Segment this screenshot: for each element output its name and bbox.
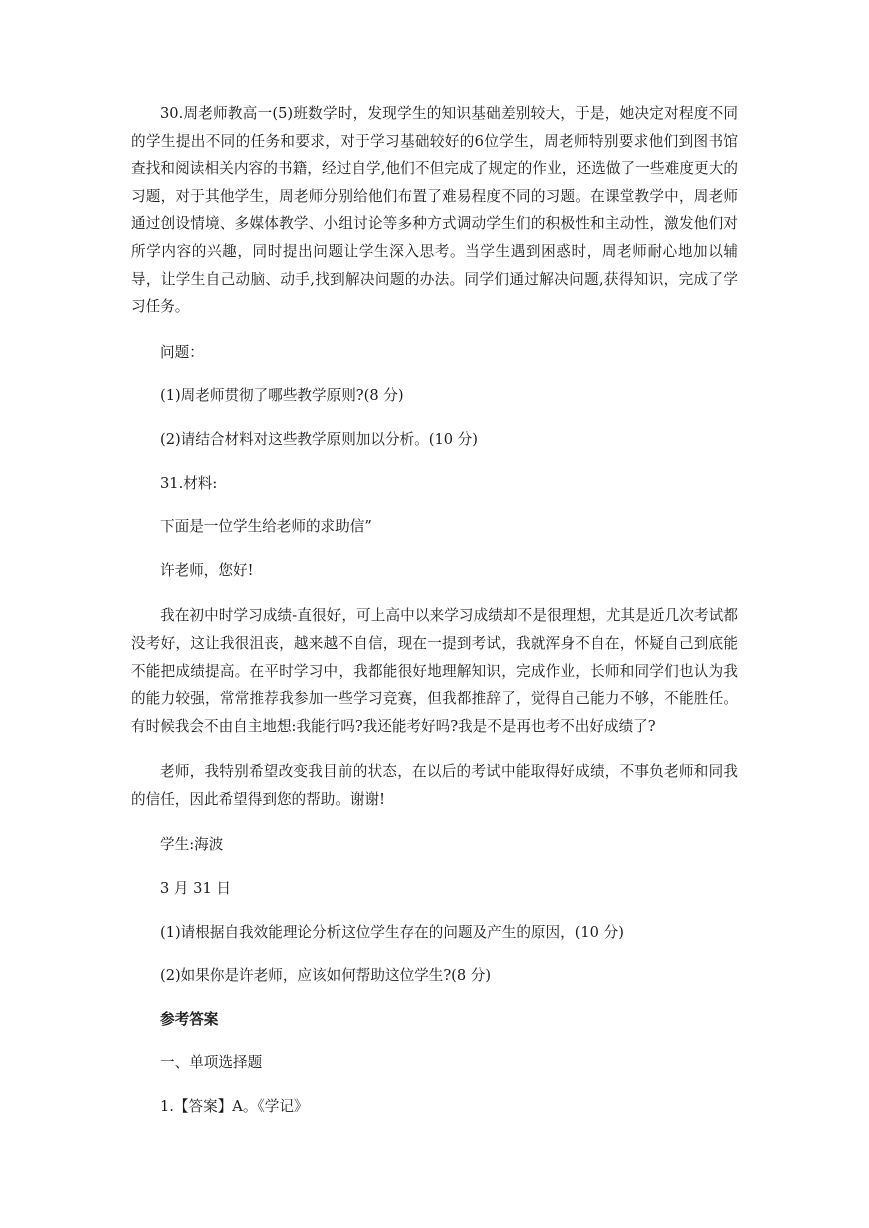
question-31-sub1: (1)请根据自我效能理论分析这位学生存在的问题及产生的原因，(10 分) [160, 923, 624, 941]
answer-item-1: 1.【答案】A。《学记》 [160, 1098, 309, 1116]
answers-heading: 参考答案 [160, 1010, 219, 1028]
letter-date: 3 月 31 日 [160, 880, 231, 898]
question-30-label: 问题： [160, 343, 204, 361]
letter-paragraph-2: 老师，我特别希望改变我目前的状态，在以后的考试中能取得好成绩，不事负老师和同我的信任，因此希望得到您的帮助。谢谢! [131, 763, 738, 808]
question-31-sub2: (2)如果你是许老师，应该如何帮助这位学生?(8 分) [160, 967, 492, 985]
question-30-sub1: (1)周老师贯彻了哪些教学原则?(8 分) [160, 387, 404, 405]
question-30-sub2: (2)请结合材料对这些教学原则加以分析。(10 分) [160, 430, 478, 448]
document-content [131, 100, 738, 1121]
letter-greeting: 许老师，您好! [160, 561, 254, 579]
answers-section-title: 一、单项选择题 [160, 1054, 263, 1072]
letter-paragraph-1: 我在初中时学习成绩-直很好，可上高中以来学习成绩却不是很理想，尤其是近几次考试都没考好，这让我很沮丧，越来越不自信，现在一提到考试，我就浑身不自在，怀疑自己到底能不能把成绩提高。在平时学习中，我都能很好地理解知识，完成作业，长师和同学们也认为我的能力较强，常常推荐我参加一些学习竞赛，但我都推辞了，觉得自己能力不够，不能胜任。有时候我会不由自主地想:我能行吗?我还能考好吗?我是不是再也考不出好成绩了? [131, 607, 738, 735]
question-31-intro: 下面是一位学生给老师的求助信” [160, 518, 372, 536]
letter-signature: 学生:海波 [160, 836, 224, 854]
question-31-title: 31.材料: [160, 474, 218, 492]
question-30-body: 30.周老师教高一(5)班数学时，发现学生的知识基础差别较大，于是，她决定对程度不同的学生提出不同的任务和要求，对于学习基础较好的6位学生，周老师特别要求他们到图书馆查找和阅读相关内容的书籍，经过自学,他们不但完成了规定的作业，还选做了一些难度更大的习题，对于其他学生，周老师分别给他们布置了难易程度不同的习题。在课堂教学中，周老师通过创设情境、多媒体教学、小组讨论等多种方式调动学生们的积极性和主动性，激发他们对所学内容的兴趣，同时提出问题让学生深入思考。当学生遇到困惑时，周老师耐心地加以辅导，让学生自己动脑、动手,找到解决问题的办法。同学们通过解决问题,获得知识，完成了学习任务。 [131, 105, 738, 316]
